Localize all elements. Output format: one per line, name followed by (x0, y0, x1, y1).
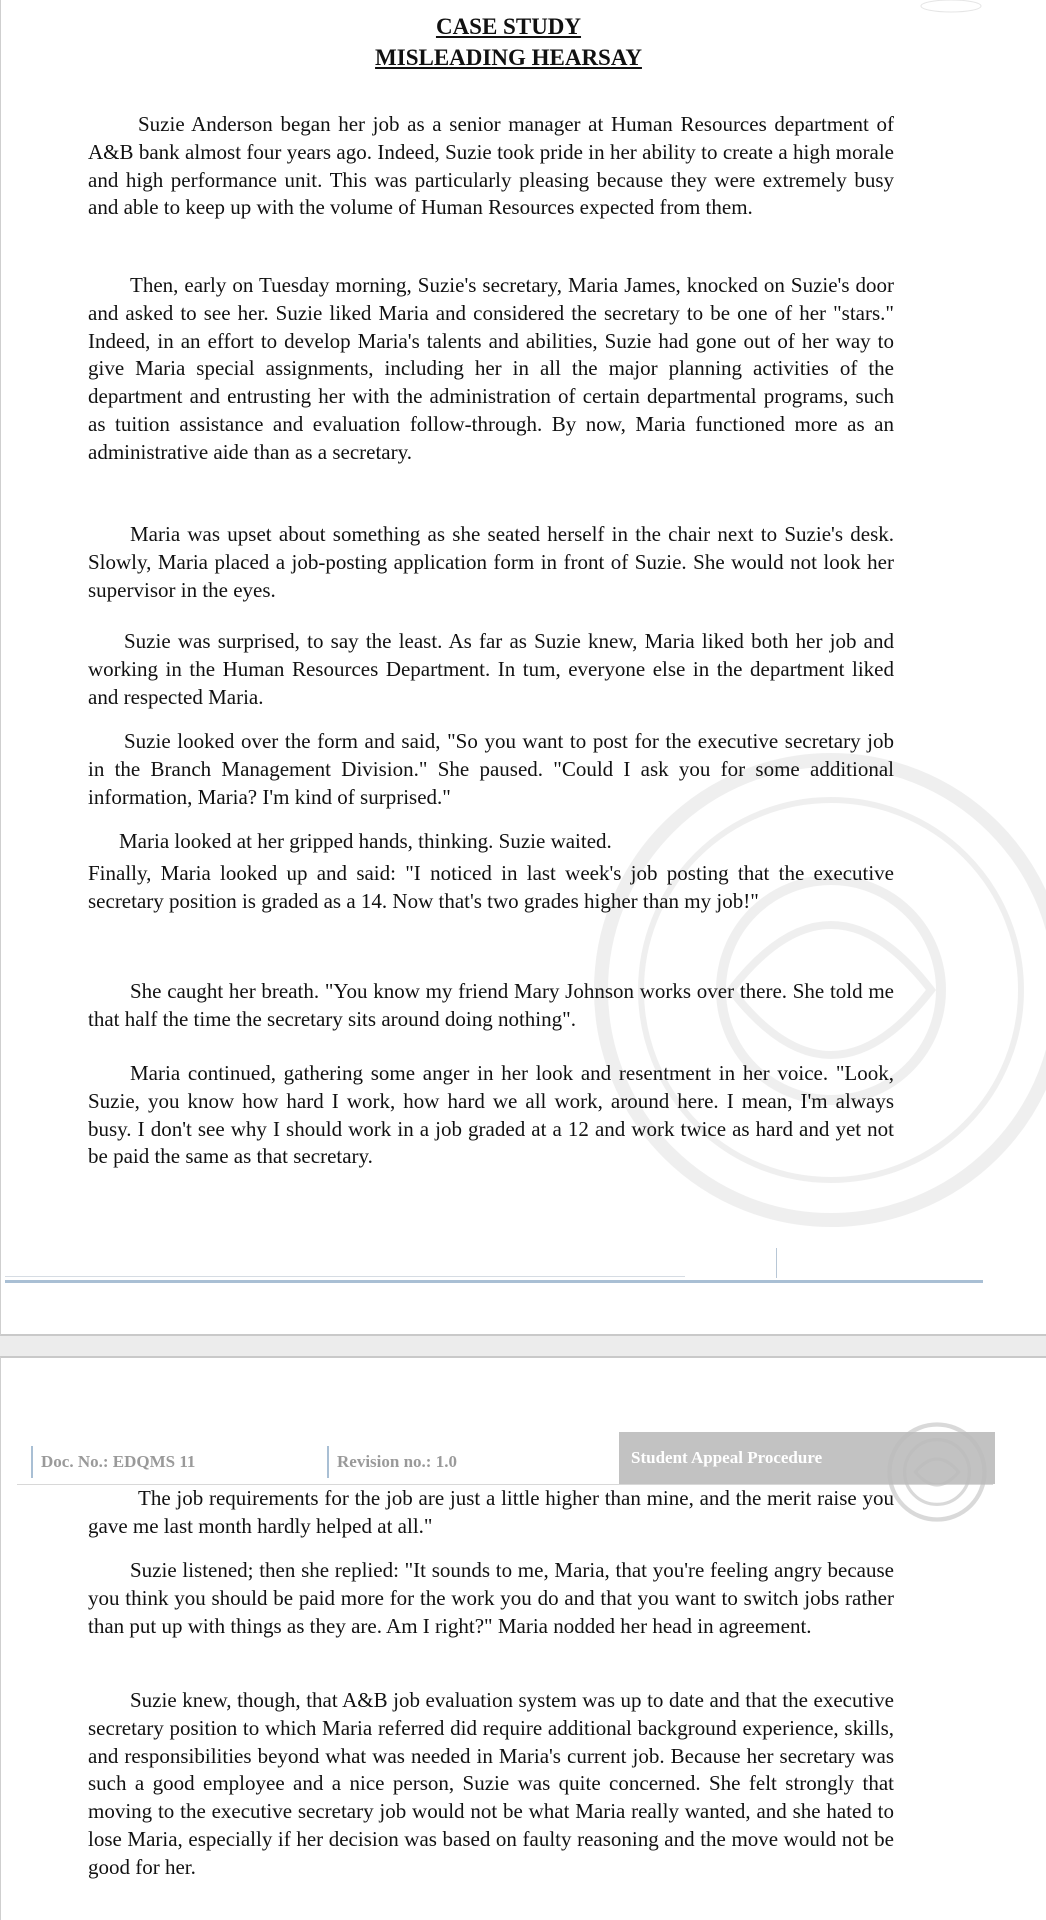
paragraph: Then, early on Tuesday morning, Suzie's secretary, Maria James, knocked on Suzie's door and asked to see her. Suzie liked Maria and considered the secretary to be one of her "stars." Indeed, in an effort to develop Maria's talents and abilities, Suzie had gone out of her way to give Maria special assignments, including her in all the major planning activities of the department and entrusting her with the administration of certain departmental programs, such as tuition assistance and evaluation follow-through. By now, Maria functioned more as an administrative aide than as a secretary. (88, 273, 894, 464)
paragraph: Finally, Maria looked up and said: "I noticed in last week's job posting that the executive secretary position is graded as a 14. Now that's two grades higher than my job!" (88, 861, 894, 913)
divider (776, 1248, 777, 1278)
document-header-band (17, 1432, 993, 1485)
procedure-name: Student Appeal Procedure (619, 1432, 995, 1484)
divider (5, 1276, 685, 1277)
revision-number: Revision no.: 1.0 (327, 1446, 457, 1478)
case-study-subtitle: MISLEADING HEARSAY (375, 45, 642, 70)
doc-number: Doc. No.: EDQMS 11 (31, 1446, 195, 1478)
case-study-title: CASE STUDY (435, 14, 582, 39)
paragraph: The job requirements for the job are just a little higher than mine, and the merit raise you gave me last month hardly helped at all." (88, 1486, 894, 1538)
paragraph: Suzie listened; then she replied: "It sounds to me, Maria, that you're feeling angry because you think you should be paid more for the work you do and that you want to switch jobs rather than put up with things as they are. Am I right?" Maria nodded her head in agreement. (88, 1558, 894, 1638)
page-footer-rule (5, 1280, 983, 1283)
paragraph: Suzie Anderson began her job as a senior manager at Human Resources department of A&B bank almost four years ago. Indeed, Suzie took pride in her ability to create a high morale and high performance unit. This was particularly pleasing because they were extremely busy and able to keep up with the volume of Human Resources expected from them. (88, 112, 894, 220)
document-page-2 (0, 1356, 1046, 1920)
institution-seal-icon (883, 1418, 991, 1526)
paragraph: She caught her breath. "You know my friend Mary Johnson works over there. She told me that half the time the secretary sits around doing nothing". (88, 979, 894, 1031)
paragraph: Maria continued, gathering some anger in her look and resentment in her voice. "Look, Suzie, you know how hard I work, how hard we all work, around here. I mean, I'm always busy. I don't see why I should work in a job graded at a 12 and work twice as hard and yet not be paid the same as that secretary. (88, 1061, 894, 1169)
paragraph: Suzie knew, though, that A&B job evaluation system was up to date and that the executive secretary position to which Maria referred did require additional background experience, skills, and responsibilities beyond what was needed in Maria's current job. Because her secretary was such a good employee and a nice person, Suzie was quite concerned. She felt strongly that moving to the executive secretary job would not be what Maria really wanted, and she hated to lose Maria, especially if her decision was based on faulty reasoning and the move would not be good for her. (88, 1688, 894, 1879)
paragraph: Suzie was surprised, to say the least. As far as Suzie knew, Maria liked both her job and working in the Human Resources Department. In tum, everyone else in the department liked and respected Maria. (88, 629, 894, 709)
paragraph: Maria looked at her gripped hands, thinking. Suzie waited. (119, 829, 612, 853)
paragraph: Suzie looked over the form and said, "So you want to post for the executive secretary job in the Branch Management Division." She paused. "Could I ask you for some additional information, Maria? I'm kind of surprised." (88, 729, 894, 809)
paragraph: Maria was upset about something as she seated herself in the chair next to Suzie's desk. Slowly, Maria placed a job-posting application form in front of Suzie. She would not look her supervisor in the eyes. (88, 522, 894, 602)
